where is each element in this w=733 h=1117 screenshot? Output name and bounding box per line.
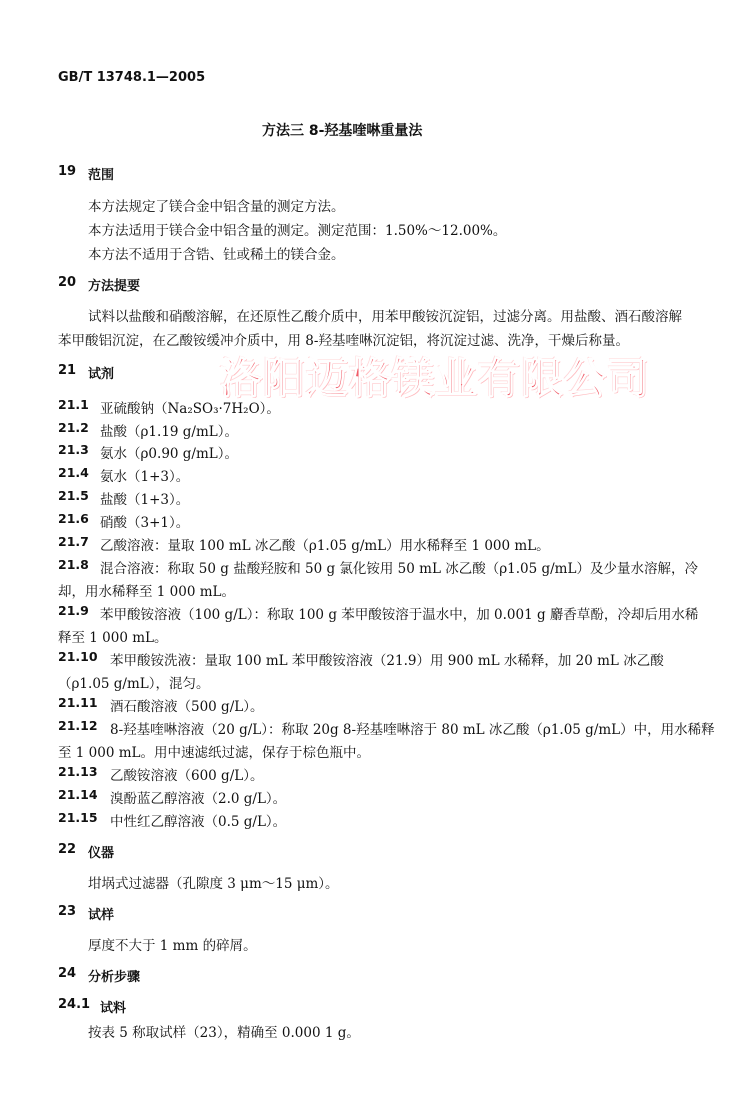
section-22-line: 坩埚式过滤器（孔隙度 3 μm～15 μm）。 <box>88 876 339 892</box>
section-19-line-2: 本方法适用于镁合金中铝含量的测定。测定范围：1.50%～12.00%。 <box>88 223 507 239</box>
method-title: 方法三 8-羟基喹啉重量法 <box>262 123 423 139</box>
reagent-21-7-number: 21.7 <box>58 534 89 549</box>
section-23-heading: 试样 <box>88 908 115 923</box>
reagent-21-1-number: 21.1 <box>58 397 89 412</box>
standard-code: GB/T 13748.1—2005 <box>58 70 206 85</box>
reagent-21-6-text: 硝酸（3+1）。 <box>100 515 190 531</box>
section-19-line-3: 本方法不适用于含锆、钍或稀土的镁合金。 <box>88 247 345 263</box>
section-21-heading: 试剂 <box>88 367 115 382</box>
reagent-21-2-number: 21.2 <box>58 420 89 435</box>
reagent-21-15-number: 21.15 <box>58 810 98 825</box>
reagent-21-8-continuation: 却，用水稀释至 1 000 mL。 <box>58 584 235 600</box>
reagent-21-5-text: 盐酸（1+3）。 <box>100 492 190 508</box>
reagent-21-2-text: 盐酸（ρ1.19 g/mL）。 <box>100 424 238 440</box>
reagent-21-14-text: 溴酚蓝乙醇溶液（2.0 g/L）。 <box>110 791 287 807</box>
reagent-21-6-number: 21.6 <box>58 511 89 526</box>
section-23-line: 厚度不大于 1 mm 的碎屑。 <box>88 938 257 954</box>
reagent-21-7-text: 乙酸溶液：量取 100 mL 冰乙酸（ρ1.05 g/mL）用水稀释至 1 000 mL。 <box>100 538 550 554</box>
section-22-heading: 仪器 <box>88 846 115 861</box>
section-19-number: 19 <box>58 164 77 179</box>
section-19-line-1: 本方法规定了镁合金中铝含量的测定方法。 <box>88 199 345 215</box>
section-20-line-1: 试料以盐酸和硝酸溶解，在还原性乙酸介质中，用苯甲酸铵沉淀铝，过滤分离。用盐酸、酒石酸溶解 <box>88 309 682 325</box>
reagent-21-11-text: 酒石酸溶液（500 g/L）。 <box>110 699 264 715</box>
section-19-heading: 范围 <box>88 168 115 183</box>
section-23-number: 23 <box>58 904 77 919</box>
reagent-21-3-text: 氨水（ρ0.90 g/mL）。 <box>100 446 238 462</box>
reagent-21-12-number: 21.12 <box>58 718 98 733</box>
reagent-21-1-text: 亚硫酸钠（Na₂SO₃·7H₂O）。 <box>100 401 280 417</box>
section-24-number: 24 <box>58 966 77 981</box>
reagent-21-13-text: 乙酸铵溶液（600 g/L）。 <box>110 768 264 784</box>
reagent-21-14-number: 21.14 <box>58 787 98 802</box>
reagent-21-5-number: 21.5 <box>58 488 89 503</box>
reagent-21-8-text: 混合溶液：称取 50 g 盐酸羟胺和 50 g 氯化铵用 50 mL 冰乙酸（ρ1.05 g/mL）及少量水溶解，冷 <box>100 561 698 577</box>
section-22-number: 22 <box>58 842 77 857</box>
section-24-1-number: 24.1 <box>58 997 91 1012</box>
section-24-1-heading: 试料 <box>100 1001 127 1016</box>
reagent-21-15-text: 中性红乙醇溶液（0.5 g/L）。 <box>110 814 287 830</box>
section-24-1-line: 按表 5 称取试样（23），精确至 0.000 1 g。 <box>88 1025 360 1041</box>
reagent-21-10-continuation: （ρ1.05 g/mL），混匀。 <box>58 676 210 692</box>
reagent-21-8-number: 21.8 <box>58 557 89 572</box>
reagent-21-9-text: 苯甲酸铵溶液（100 g/L）：称取 100 g 苯甲酸铵溶于温水中，加 0.001 g 麝香草酚，冷却后用水稀 <box>100 607 699 623</box>
reagent-21-4-text: 氨水（1+3）。 <box>100 469 190 485</box>
section-21-number: 21 <box>58 363 77 378</box>
reagent-21-13-number: 21.13 <box>58 764 98 779</box>
reagent-21-3-number: 21.3 <box>58 442 89 457</box>
section-20-line-2: 苯甲酸铝沉淀，在乙酸铵缓冲介质中，用 8-羟基喹啉沉淀铝，将沉淀过滤、洗净，干燥后称量。 <box>58 333 629 349</box>
reagent-21-9-number: 21.9 <box>58 603 89 618</box>
section-20-heading: 方法提要 <box>88 279 141 294</box>
reagent-21-10-text: 苯甲酸铵洗液：量取 100 mL 苯甲酸铵溶液（21.9）用 900 mL 水稀释，加 20 mL 冰乙酸 <box>110 653 664 669</box>
section-24-heading: 分析步骤 <box>88 970 141 985</box>
company-watermark: 洛阳迈格镁业有限公司 <box>220 354 651 403</box>
section-20-number: 20 <box>58 275 77 290</box>
reagent-21-12-continuation: 至 1 000 mL。用中速滤纸过滤，保存于棕色瓶中。 <box>58 745 370 761</box>
reagent-21-10-number: 21.10 <box>58 649 98 664</box>
reagent-21-12-text: 8-羟基喹啉溶液（20 g/L）：称取 20g 8-羟基喹啉溶于 80 mL 冰乙酸（ρ1.05 g/mL）中，用水稀释 <box>110 722 715 738</box>
reagent-21-4-number: 21.4 <box>58 465 89 480</box>
reagent-21-11-number: 21.11 <box>58 695 98 710</box>
reagent-21-9-continuation: 释至 1 000 mL。 <box>58 630 168 646</box>
